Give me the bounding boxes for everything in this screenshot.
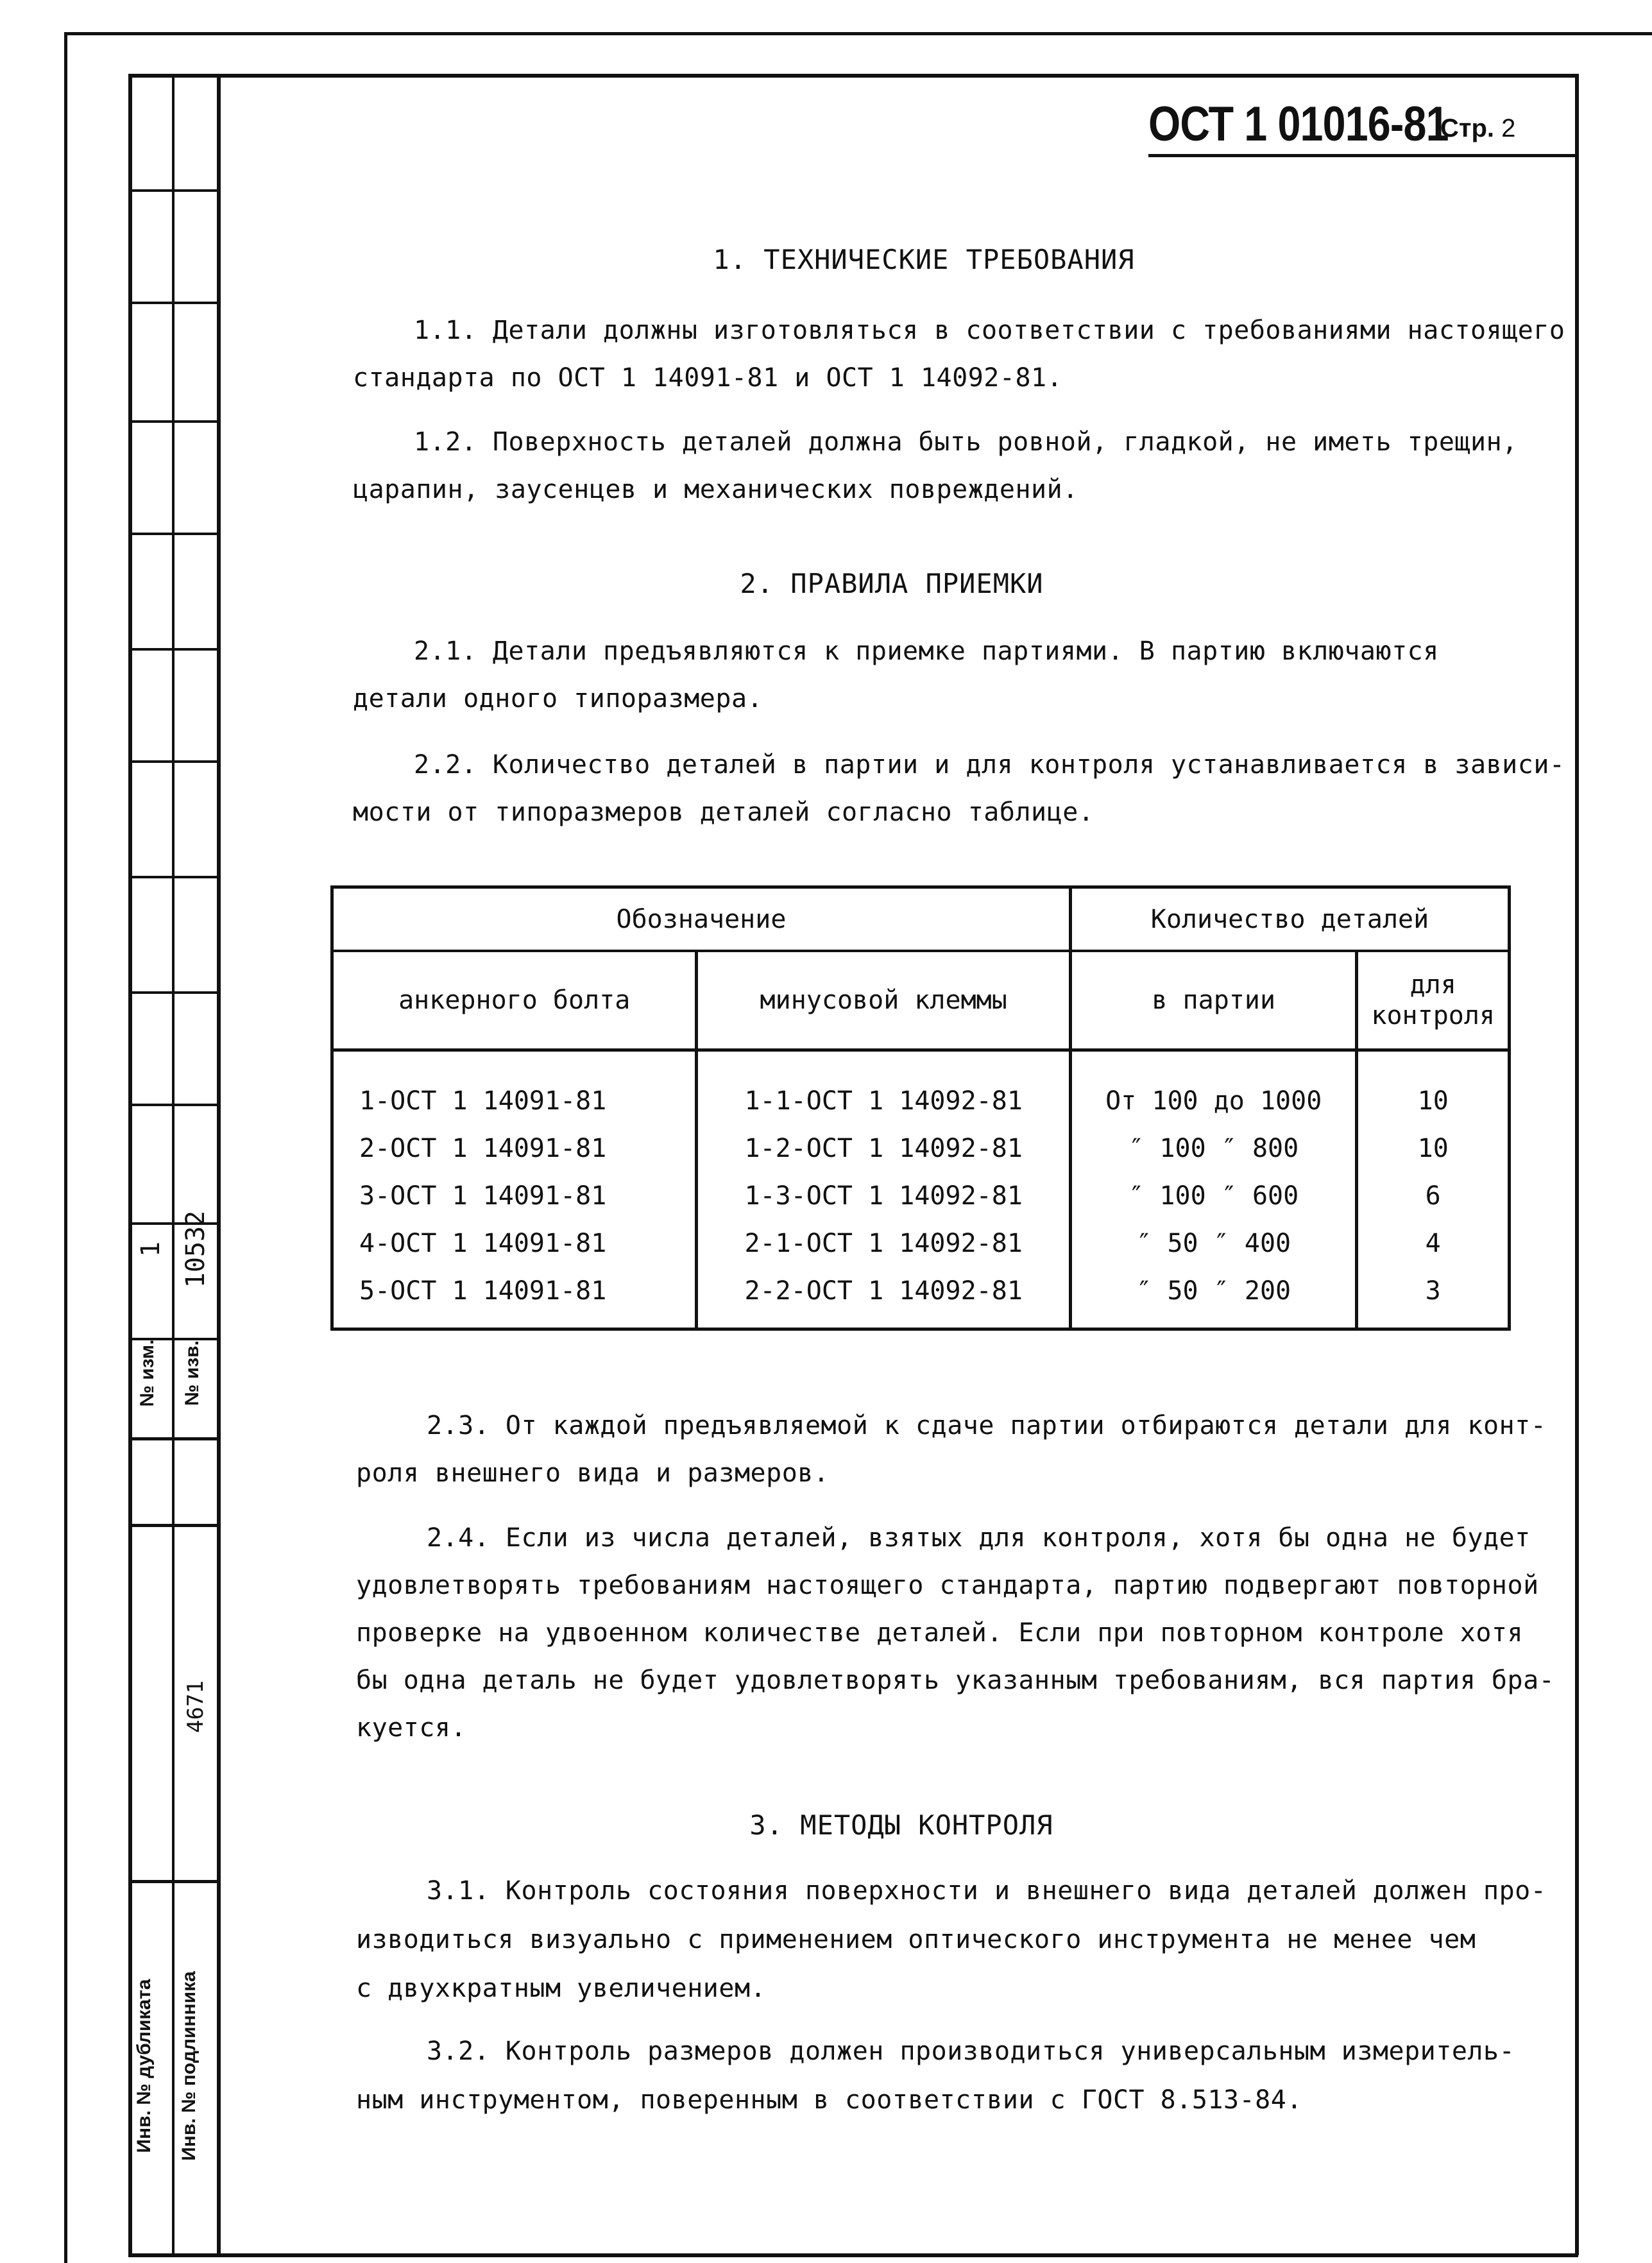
document-header [1148, 96, 1516, 152]
sidebar-separator [128, 302, 218, 304]
text-area-left-line [217, 74, 221, 2255]
page-label: Стр. [1440, 114, 1495, 142]
batch-to-word: до [1213, 1086, 1245, 1116]
batch-to: 200 [1244, 1276, 1291, 1306]
sidebar-separator [128, 876, 218, 878]
sidebar-separator [128, 991, 218, 994]
sidebar-separator [128, 189, 218, 192]
minus-cell: 2-2-ОСТ 1 14092-81 [697, 1267, 1071, 1329]
original-inventory-label: Инв. № подлинника [178, 1971, 200, 2161]
control-header [1357, 951, 1510, 1050]
notice-number-label: № изв. [182, 1340, 203, 1406]
minus-cell: 1-3-ОСТ 1 14092-81 [697, 1172, 1071, 1220]
paragraph-line: 2.1. Детали предъявляются к приемке партиями. В партию включаются [414, 636, 1439, 666]
paragraph-line: 2.2. Количество деталей в партии и для контроля устанавливается в зависи- [414, 750, 1565, 780]
section-title: 1. ТЕХНИЧЕСКИЕ ТРЕБОВАНИЯ [713, 244, 1135, 275]
paragraph-line: ным инструментом, поверенным в соответствии с ГОСТ 8.513-84. [356, 2085, 1302, 2115]
header-underline [1148, 154, 1578, 157]
paragraph-line: 3.1. Контроль состояния поверхности и внешнего вида деталей должен про- [427, 1876, 1547, 1906]
batch-to-word: ″ [1221, 1181, 1237, 1211]
control-cell: 10 [1357, 1050, 1510, 1125]
paragraph-line: мости от типоразмеров деталей согласно таблице. [353, 798, 1094, 827]
table-row [332, 1050, 1510, 1125]
paragraph-line: 2.3. От каждой предъявляемой к сдаче партии отбираются детали для конт- [427, 1411, 1547, 1440]
change-number-value: 1 [136, 1241, 166, 1258]
inner-top-line [128, 74, 1578, 78]
section-title: 2. ПРАВИЛА ПРИЕМКИ [740, 568, 1044, 599]
page-number: 2 [1501, 114, 1516, 142]
designation-header: Обозначение [332, 887, 1071, 952]
sidebar-separator [128, 1104, 218, 1106]
parts-table [330, 885, 1511, 1331]
sidebar-separator [128, 760, 218, 763]
section-title: 3. МЕТОДЫ КОНТРОЛЯ [749, 1809, 1053, 1841]
paragraph-line: царапин, заусенцев и механических повреждений. [353, 475, 1078, 504]
sidebar-separator [128, 1524, 218, 1527]
paragraph-line: 1.1. Детали должны изготовляться в соответствии с требованиями настоящего [414, 316, 1565, 345]
paragraph-line: детали одного типоразмера. [353, 684, 763, 713]
control-cell: 10 [1357, 1125, 1510, 1172]
sidebar-separator [128, 420, 218, 423]
batch-to-word: ″ [1213, 1229, 1229, 1258]
batch-cell [1070, 1220, 1357, 1267]
inner-bottom-line [128, 2253, 1578, 2257]
paragraph-line: 1.2. Поверхность деталей должна быть ровной, гладкой, не иметь трещин, [414, 427, 1518, 457]
batch-from: 100 [1159, 1181, 1206, 1211]
left-border-line [64, 32, 67, 2263]
document-code: ОСТ 1 01016-81 [1148, 97, 1449, 151]
sidebar-separator [128, 648, 218, 651]
minus-cell: 2-1-ОСТ 1 14092-81 [697, 1220, 1071, 1267]
paragraph-line: с двухкратным увеличением. [356, 1974, 767, 2003]
batch-to: 400 [1244, 1229, 1291, 1258]
paragraph-line: стандарта по ОСТ 1 14091-81 и ОСТ 1 14092-81. [353, 363, 1063, 393]
table-row [332, 1220, 1510, 1267]
sidebar-mid-line [172, 74, 175, 2255]
control-header-line1: для [1409, 970, 1456, 1000]
batch-from-word: ″ [1136, 1276, 1152, 1306]
change-number-label: № изм. [137, 1339, 158, 1407]
batch-header: в партии [1070, 951, 1357, 1050]
table-row [332, 1267, 1510, 1329]
notice-number-value: 10532 [181, 1210, 210, 1288]
batch-from: 100 [1152, 1086, 1198, 1116]
batch-from-word: От [1105, 1086, 1137, 1116]
anchor-cell: 4-ОСТ 1 14091-81 [332, 1220, 697, 1267]
inner-right-line [1575, 74, 1579, 2255]
batch-to: 600 [1252, 1181, 1299, 1211]
table-row [332, 1125, 1510, 1172]
control-cell: 6 [1357, 1172, 1510, 1220]
batch-to-word: ″ [1213, 1276, 1229, 1306]
batch-from-word: ″ [1128, 1181, 1145, 1211]
anchor-bolt-header: анкерного болта [332, 951, 697, 1050]
minus-cell: 1-2-ОСТ 1 14092-81 [697, 1125, 1071, 1172]
control-header-line2: контроля [1371, 1001, 1495, 1030]
original-inventory-value: 4671 [183, 1680, 209, 1733]
paragraph-line: 2.4. Если из числа деталей, взятых для контроля, хотя бы одна не будет [427, 1523, 1531, 1553]
anchor-cell: 5-ОСТ 1 14091-81 [332, 1267, 697, 1329]
paragraph-line: 3.2. Контроль размеров должен производиться универсальным измеритель- [427, 2037, 1515, 2066]
sidebar-separator [128, 533, 218, 535]
paragraph-line: удовлетворять требованиям настоящего стандарта, партию подвергают повторной [356, 1571, 1539, 1600]
minus-cell: 1-1-ОСТ 1 14092-81 [697, 1050, 1071, 1125]
paragraph-line: роля внешнего вида и размеров. [356, 1458, 830, 1488]
quantity-header: Количество деталей [1070, 887, 1509, 952]
batch-from: 50 [1167, 1229, 1198, 1258]
batch-cell [1070, 1172, 1357, 1220]
page-indicator [1440, 114, 1515, 143]
inner-left-line [128, 74, 132, 2255]
paragraph-line: изводиться визуально с применением оптического инструмента не менее чем [356, 1925, 1476, 1954]
anchor-cell: 2-ОСТ 1 14091-81 [332, 1125, 697, 1172]
batch-to: 1000 [1259, 1086, 1322, 1116]
control-cell: 3 [1357, 1267, 1510, 1329]
batch-from-word: ″ [1136, 1229, 1152, 1258]
batch-from: 50 [1167, 1276, 1198, 1306]
batch-cell [1070, 1125, 1357, 1172]
batch-cell [1070, 1267, 1357, 1329]
batch-from-word: ″ [1128, 1134, 1145, 1163]
paragraph-line: куется. [356, 1713, 467, 1743]
duplicate-inventory-label: Инв. № дубликата [133, 1979, 155, 2153]
batch-to-word: ″ [1221, 1134, 1237, 1163]
paragraph-line: проверке на удвоенном количестве деталей. Если при повторном контроле хотя [356, 1618, 1524, 1648]
sidebar-separator [128, 1880, 218, 1883]
batch-to: 800 [1252, 1134, 1299, 1163]
table-row [332, 1172, 1510, 1220]
sidebar-separator [128, 1437, 218, 1440]
batch-from: 100 [1159, 1134, 1206, 1163]
control-cell: 4 [1357, 1220, 1510, 1267]
paragraph-line: бы одна деталь не будет удовлетворять указанным требованиям, вся партия бра- [356, 1666, 1555, 1695]
anchor-cell: 3-ОСТ 1 14091-81 [332, 1172, 697, 1220]
anchor-cell: 1-ОСТ 1 14091-81 [332, 1050, 697, 1125]
minus-terminal-header: минусовой клеммы [697, 951, 1071, 1050]
top-border-line [64, 32, 1652, 35]
batch-cell [1070, 1050, 1357, 1125]
